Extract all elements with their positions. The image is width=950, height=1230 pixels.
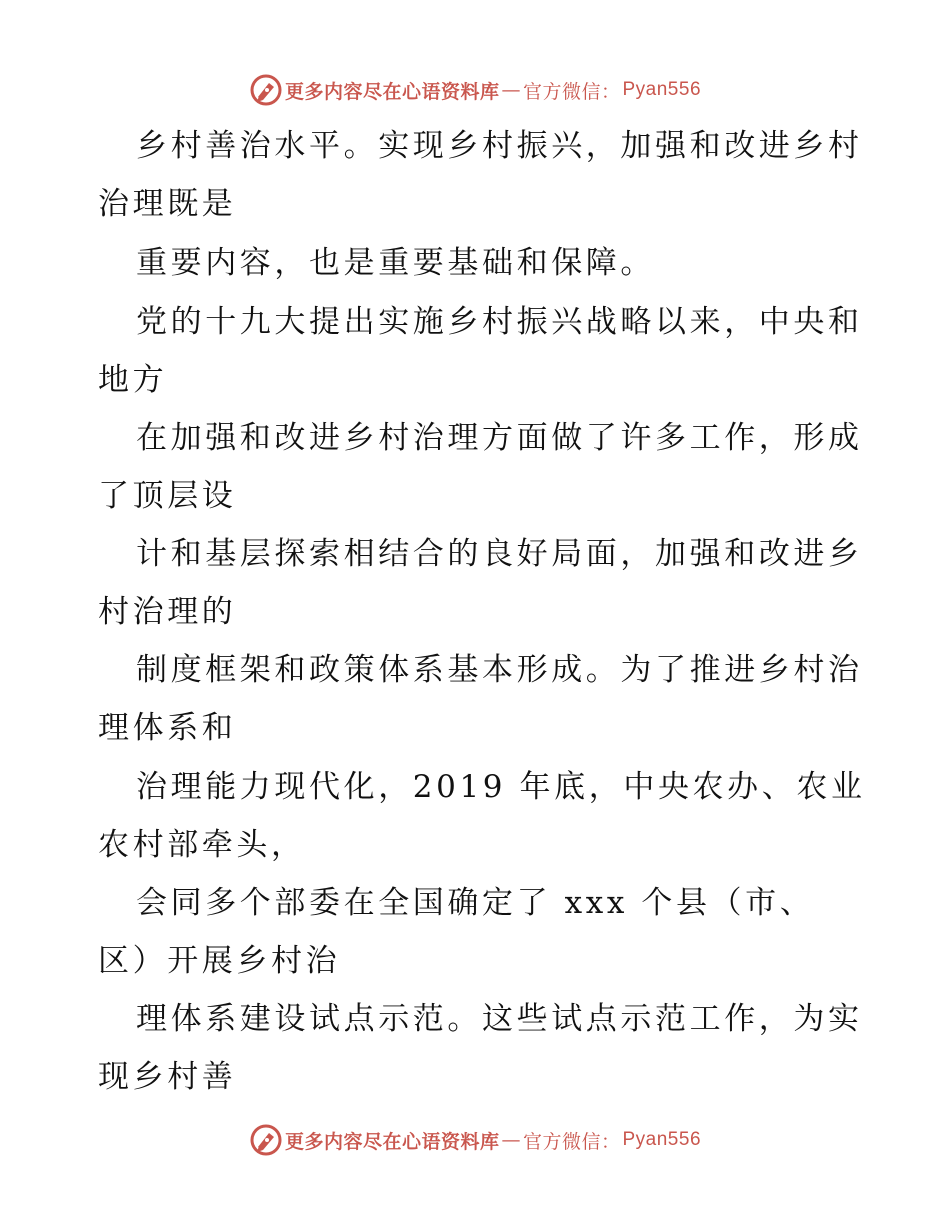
footer-watermark	[0, 1120, 950, 1160]
watermark-dash: —	[501, 1129, 521, 1151]
watermark-id: Pyan556	[622, 1129, 702, 1150]
pen-nib-logo-icon	[249, 73, 283, 107]
text-line: 在加强和改进乡村治理方面做了许多工作，形成	[136, 420, 863, 456]
text-line: 治理既是	[98, 186, 237, 222]
text-line: 乡村善治水平。实现乡村振兴，加强和改进乡村	[136, 128, 863, 164]
text-line: 制度框架和政策体系基本形成。为了推进乡村治	[136, 652, 863, 688]
text-line: 计和基层探索相结合的良好局面，加强和改进乡	[136, 536, 863, 572]
pen-nib-logo-icon	[249, 1123, 283, 1157]
text-line: 区）开展乡村治	[98, 943, 341, 979]
text-line: 党的十九大提出实施乡村振兴战略以来，中央和	[136, 304, 863, 340]
watermark-main-text: 更多内容尽在心语资料库	[284, 80, 500, 103]
watermark-dash: —	[501, 79, 521, 101]
text-line: 重要内容，也是重要基础和保障。	[136, 245, 655, 281]
text-line: 现乡村善	[98, 1059, 237, 1095]
watermark-sub-text: 官方微信：	[522, 80, 621, 103]
watermark-main-text: 更多内容尽在心语资料库	[284, 1130, 500, 1153]
text-line: 农村部牵头，	[98, 827, 306, 863]
text-line: 了顶层设	[98, 478, 237, 514]
header-watermark	[0, 70, 950, 110]
text-line: 理体系建设试点示范。这些试点示范工作，为实	[136, 1001, 863, 1037]
text-line: 地方	[98, 362, 168, 398]
watermark-sub-text: 官方微信：	[522, 1130, 621, 1153]
text-line: 会同多个部委在全国确定了 xxx 个县（市、	[136, 885, 815, 921]
text-line: 村治理的	[98, 594, 237, 630]
text-line: 治理能力现代化，2019 年底，中央农办、农业	[136, 769, 866, 805]
text-line: 理体系和	[98, 710, 237, 746]
watermark-id: Pyan556	[622, 79, 702, 100]
